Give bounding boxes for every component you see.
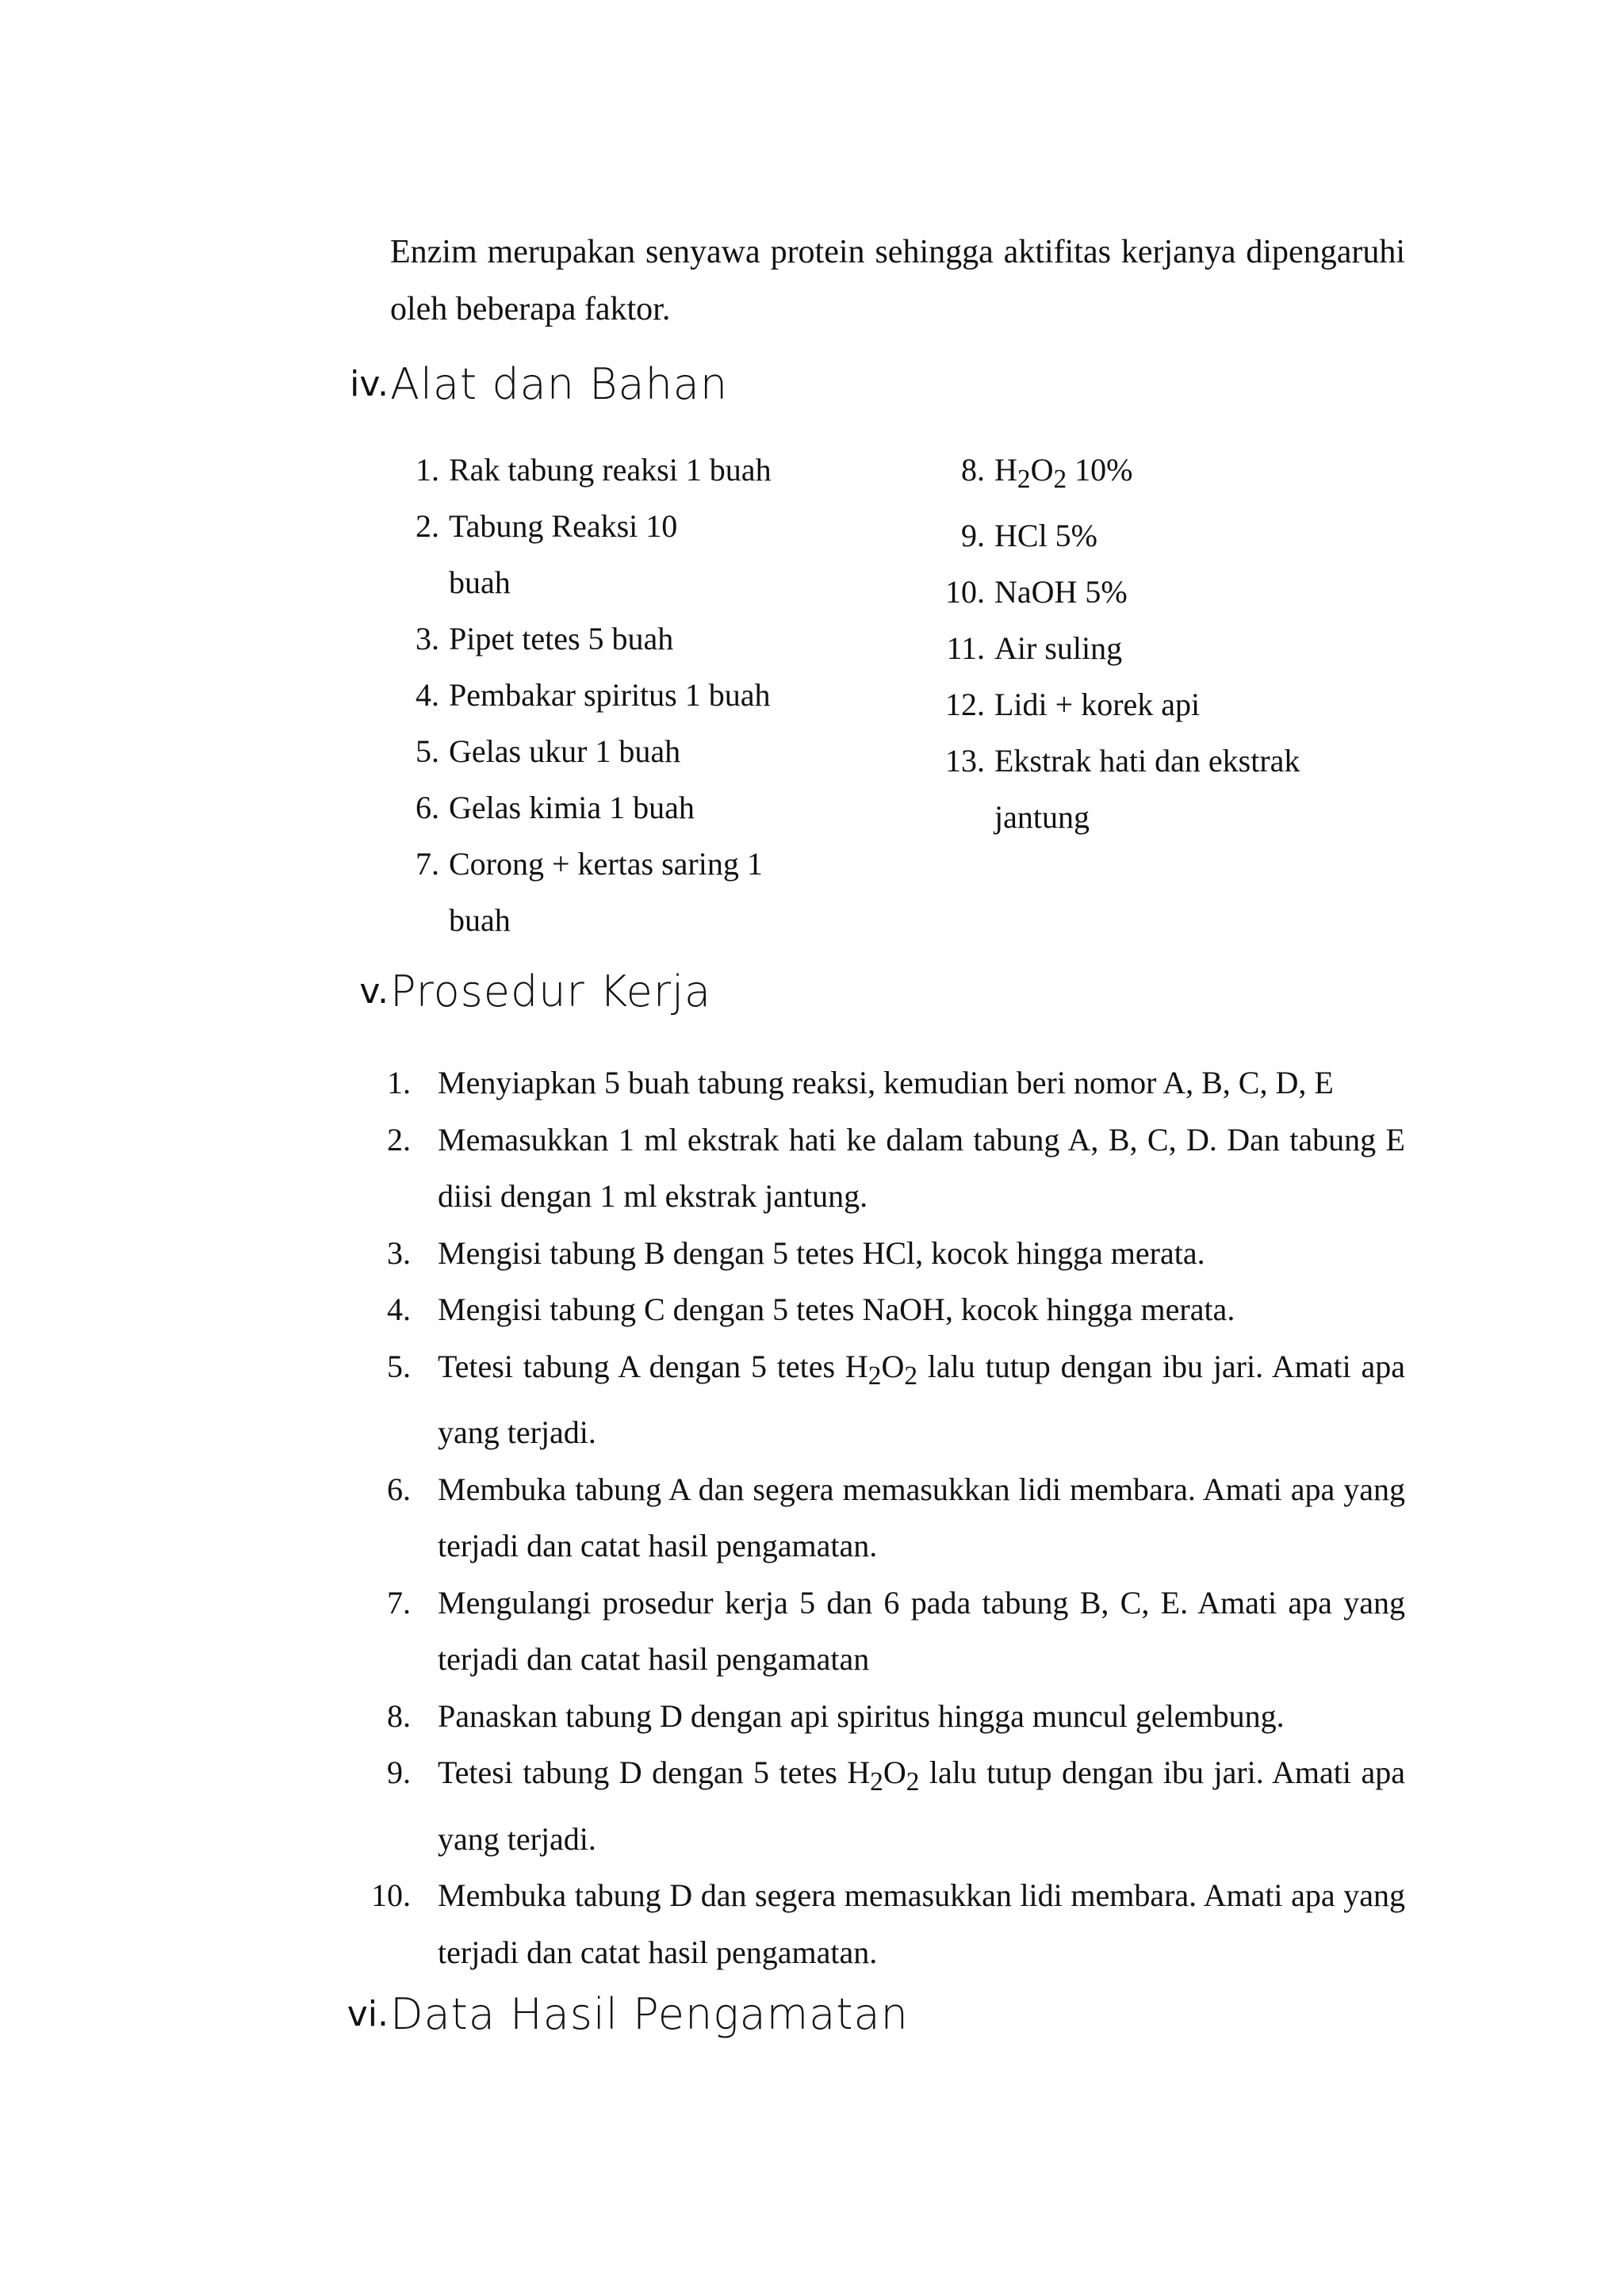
section-title: Data Hasil Pengamatan [390,1989,909,2039]
list-item [390,442,802,498]
item-number: 4. [416,677,439,713]
list-item [936,620,1411,676]
item-text: Membuka tabung A dan segera memasukkan lidi membara. Amati apa yang terjadi dan catat hasil pengamatan. [438,1471,1405,1563]
item-number: 8. [387,1697,411,1734]
item-number: 2. [416,508,439,544]
item-text: Tetesi tabung A dengan 5 tetes $H_2O_2$ lalu tutup dengan ibu jari. Amati apa yang terjadi. [438,1348,1405,1450]
item-number: 12. [945,687,985,722]
item-number: 1. [387,1065,411,1100]
item-number: 10. [371,1877,411,1913]
item-number: 2. [387,1121,411,1158]
item-number: 6. [416,790,439,825]
list-item [370,1338,1405,1461]
item-text: Gelas ukur 1 buah [449,733,681,769]
formula-h2o2: $H_2O_2$ [994,452,1067,494]
item-text: Lidi + korek api [994,687,1201,722]
list-item [370,1225,1405,1282]
list-item [390,723,802,779]
section-heading-data [325,1979,1515,2050]
item-text: Rak tabung reaksi 1 buah [449,452,772,488]
item-number: 5. [387,1348,411,1384]
item-text: Gelas kimia 1 buah [449,790,695,825]
prosedur-list [370,1054,1405,1980]
item-text: Panaskan tabung D dengan api spiritus hingga muncul gelembung. [438,1697,1285,1734]
item-number: 13. [945,743,985,779]
item-number: 3. [387,1234,411,1271]
list-item [390,667,802,723]
item-text: Menyiapkan 5 buah tabung reaksi, kemudian beri nomor A, B, C, D, E [438,1065,1334,1100]
item-text: NaOH 5% [994,574,1128,610]
list-item [370,1054,1405,1112]
item-text: Mengulangi prosedur kerja 5 dan 6 pada tabung B, C, E. Amati apa yang terjadi dan catat hasil pengamatan [438,1584,1405,1677]
item-text: Air suling [994,630,1123,666]
item-number: 1. [416,452,439,488]
list-item [390,779,802,836]
intro-paragraph: Enzim merupakan senyawa protein sehingga aktifitas kerjanya dipengaruhi oleh beberapa faktor. [390,234,1405,327]
list-item [370,1744,1405,1867]
section-number: iv. [350,364,389,404]
item-text: Mengisi tabung B dengan 5 tetes HCl, kocok hingga merata. [438,1234,1205,1271]
alat-list-right [936,442,1411,845]
list-item [390,610,802,667]
item-number: 11. [946,630,985,666]
list-item [390,498,802,610]
formula-h2o2: $H_2O_2$ [847,1755,920,1797]
item-number: 8. [961,452,985,488]
item-text: $H_2O_2$ 10% [994,452,1133,494]
item-text: HCl 5% [994,518,1097,553]
list-item [370,1867,1405,1980]
list-item [936,507,1411,564]
item-text: Pipet tetes 5 buah [449,621,674,656]
item-number: 9. [387,1755,411,1790]
formula-h2o2: $H_2O_2$ [845,1348,917,1391]
item-number: 7. [387,1584,411,1621]
item-number: 10. [945,574,985,610]
item-text: Mengisi tabung C dengan 5 tetes NaOH, kocok hingga merata. [438,1292,1235,1327]
list-item [370,1112,1405,1225]
item-number: 5. [416,733,439,769]
section-title: Prosedur Kerja [390,966,712,1016]
item-number: 9. [961,518,985,553]
item-number: 6. [387,1471,411,1507]
section-heading-alat [325,349,1515,420]
item-text: Pembakar spiritus 1 buah [449,677,771,713]
alat-list-left [390,442,802,948]
item-text: Membuka tabung D dan segera memasukkan lidi membara. Amati apa yang terjadi dan catat hasil pengamatan. [438,1877,1405,1970]
item-text: Ekstrak hati dan ekstrak jantung [994,743,1300,835]
section-heading-prosedur [325,956,1515,1027]
list-item [936,676,1411,733]
list-item [370,1575,1405,1688]
item-text: Tabung Reaksi 10 buah [449,508,678,600]
list-item [370,1461,1405,1575]
item-number: 7. [416,846,439,882]
list-item [936,564,1411,620]
item-number: 4. [387,1292,411,1327]
list-item [390,836,802,948]
section-number: v. [359,971,389,1012]
item-text: Tetesi tabung D dengan 5 tetes $H_2O_2$ lalu tutup dengan ibu jari. Amati apa yang terjadi. [438,1755,1405,1857]
list-item [370,1688,1405,1745]
section-number: vi. [347,1994,389,2034]
list-item [936,442,1411,507]
item-text: Corong + kertas saring 1 buah [449,846,763,938]
item-number: 3. [416,621,439,656]
list-item [936,733,1411,845]
list-item [370,1281,1405,1338]
section-title: Alat dan Bahan [390,359,729,409]
item-text: Memasukkan 1 ml ekstrak hati ke dalam tabung A, B, C, D. Dan tabung E diisi dengan 1 ml ekstrak jantung. [438,1121,1405,1214]
